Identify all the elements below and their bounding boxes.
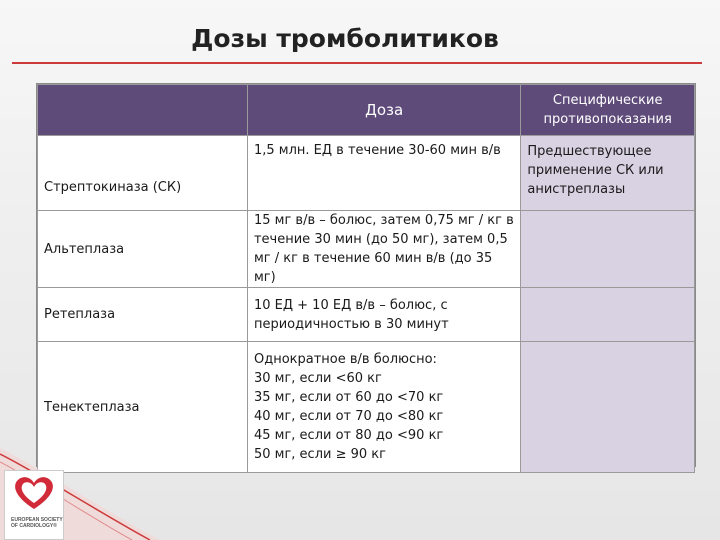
drug-name: Стрептокиназа (СК) bbox=[38, 136, 248, 211]
dose-line: 45 мг, если от 80 до <90 кг bbox=[253, 428, 444, 443]
drug-dose: 15 мг в/в – болюс, затем 0,75 мг / кг в течение 30 мин (до 50 мг), затем 0,5 мг / кг в течение 60 мин в/в (до 35 мг) bbox=[247, 211, 520, 288]
logo-text: EUROPEAN SOCIETY OF CARDIOLOGY® bbox=[11, 517, 63, 529]
dose-line: 50 мг, если ≥ 90 кг bbox=[253, 447, 386, 462]
table-row bbox=[38, 288, 695, 342]
dose-line: 40 мг, если от 70 до <80 кг bbox=[253, 409, 444, 424]
doses-table bbox=[37, 84, 695, 473]
slide-title: Дозы тромболитиков bbox=[191, 24, 499, 53]
heart-icon bbox=[5, 471, 63, 515]
drug-contraindications bbox=[521, 288, 695, 342]
table-row bbox=[38, 136, 695, 211]
esc-logo bbox=[0, 462, 66, 540]
table-row bbox=[38, 211, 695, 288]
thrombolytics-table bbox=[36, 83, 696, 467]
table-header-row bbox=[38, 85, 695, 136]
dose-line: 35 мг, если от 60 до <70 кг bbox=[253, 390, 444, 405]
drug-name: Ретеплаза bbox=[38, 288, 248, 342]
header-dose: Доза bbox=[247, 85, 520, 136]
dose-line: Однократное в/в болюсно: bbox=[253, 352, 437, 367]
drug-dose: 10 ЕД + 10 ЕД в/в – болюс, с периодичностью в 30 минут bbox=[247, 288, 520, 342]
header-drug bbox=[38, 85, 248, 136]
drug-name: Тенектеплаза bbox=[38, 342, 248, 473]
title-underline bbox=[12, 62, 702, 64]
drug-contraindications bbox=[521, 136, 695, 211]
header-contraindications: Специфические противопоказания bbox=[521, 85, 695, 136]
dose-line: 30 мг, если <60 кг bbox=[253, 371, 382, 386]
drug-dose-list bbox=[247, 342, 520, 473]
contraindications-text: Предшествующее применение СК или анистреплазы bbox=[527, 144, 664, 197]
drug-name: Альтеплаза bbox=[38, 211, 248, 288]
logo-box bbox=[4, 470, 64, 540]
drug-contraindications bbox=[521, 342, 695, 473]
drug-dose: 1,5 млн. ЕД в течение 30-60 мин в/в bbox=[247, 136, 520, 211]
drug-contraindications bbox=[521, 211, 695, 288]
